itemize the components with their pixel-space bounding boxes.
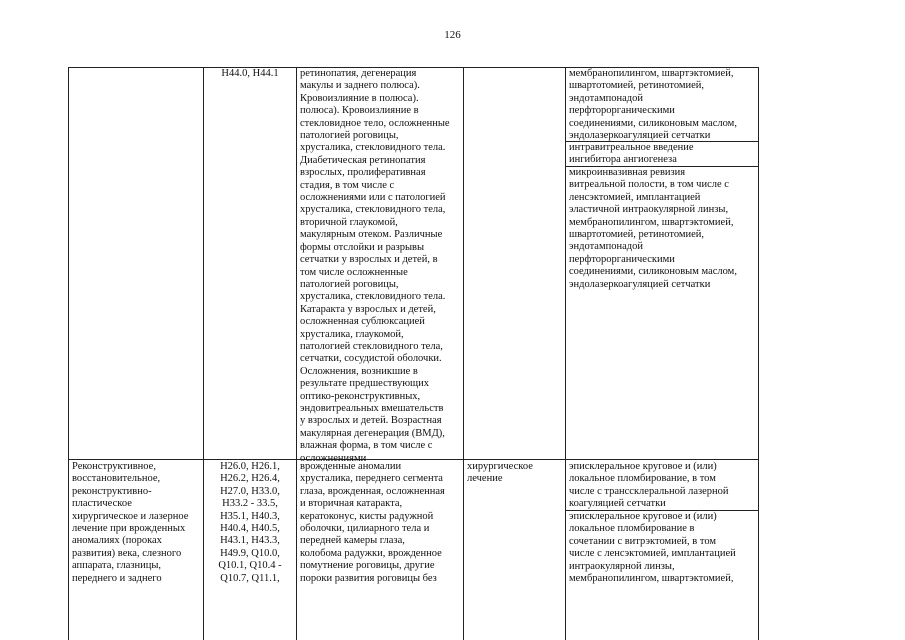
row1-method-2: интравитреальное введение ингибитора ангиогенеза — [569, 142, 694, 166]
row2-method-1: эписклеральное круговое и (или) локальное пломбирование, в том числе с транссклеральной лазерной коагуляцией сетчатки — [569, 461, 729, 510]
row2-codes: H26.0, H26.1, H26.2, H26.4, H27.0, H33.0, H33.2 - 33.5, H35.1, H40.3, H40.4, H40.5, H43.1, H43.3, H49.9, Q10.0, Q10.1, Q10.4 - Q10.7, Q11.1, — [218, 461, 282, 584]
column-divider — [296, 67, 297, 640]
procedures-table — [68, 67, 759, 640]
row1-codes: H44.0, H44.1 — [221, 68, 279, 79]
table-border-right — [758, 67, 759, 640]
row2-name: Реконструктивное, восстановительное, реконструктивно- пластическое хирургическое и лазерное лечение при врожденных аномалиях (пороках развития) века, слезного аппарата, глазницы, переднего и заднего — [72, 461, 189, 584]
column-divider — [565, 67, 566, 640]
row1-method-1: мембранопилингом, швартэктомией, швартотомией, ретинотомией, эндотампонадой перфторорганическими соединениями, силиконовым маслом, эндолазеркоагуляцией сетчатки — [569, 68, 737, 142]
row1-diagnosis: ретинопатия, дегенерация макулы и заднего полюса). Кровоизлияние в полюса). полюса). Кровоизлияние в стекловидное тело, осложненные патологией роговицы, хрусталика, стекловидного тела. Диабетическая ретинопатия взрослых, пролиферативная стадия, в том числе с осложнениями или с патологией хрусталика, стекловидного тела, вторичной глаукомой, макулярным отеком. Различные формы отслойки и разрывы сетчатки у взрослых и детей, в том числе осложненные патологией роговицы, хрусталика, стекловидного тела. Катаракта у взрослых и детей, осложненная сублюксацией хрусталика, глаукомой, патологией стекловидного тела, сетчатки, сосудистой оболочки. Осложнения, возникшие в результате предшествующих оптико-реконструктивных, эндовитреальных вмешательств у взрослых и детей. Возрастная макулярная дегенерация (ВМД), влажная форма, в том числе с осложнениями — [300, 68, 450, 464]
table-border-left — [68, 67, 69, 640]
row2-treatment: хирургическое лечение — [467, 461, 533, 485]
row2-diagnosis: врожденные аномалии хрусталика, переднего сегмента глаза, врожденная, осложненная и вторичная катаракта, кератоконус, кисты радужной оболочки, цилиарного тела и передней камеры глаза, колобома радужки, врожденное помутнение роговицы, другие пороки развития роговицы без — [300, 461, 445, 584]
row1-method-3: микроинвазивная ревизия витреальной полости, в том числе с ленсэктомией, имплантацией эластичной интраокулярной линзы, мембранопилингом, швартэктомией, швартотомией, ретинотомией, эндотампонадой перфторорганическими соединениями, силиконовым маслом, эндолазеркоагуляцией сетчатки — [569, 167, 737, 290]
column-divider — [463, 67, 464, 640]
row2-method-2: эписклеральное круговое и (или) локальное пломбирование в сочетании с витрэктомией, в том числе с ленсэктомией, имплантацией интраокулярной линзы, мембранопилингом, швартэктомией, — [569, 511, 736, 585]
column-divider — [203, 67, 204, 640]
page-number: 126 — [444, 29, 461, 41]
